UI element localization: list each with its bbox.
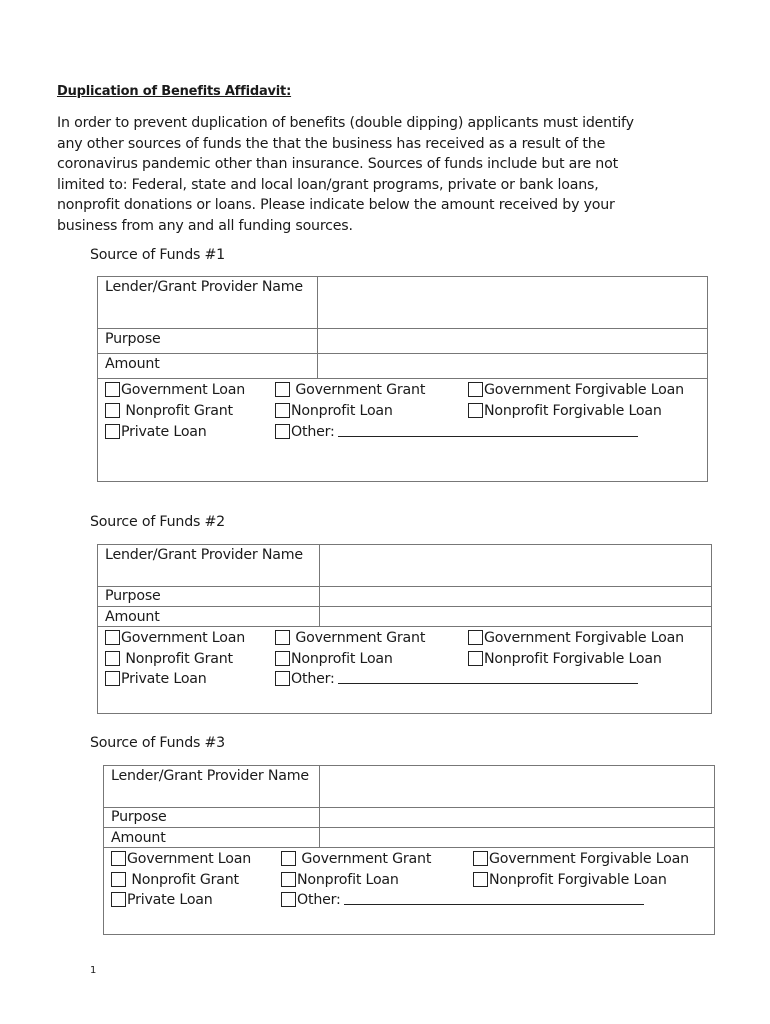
option-nonprofit-forgivable-loan[interactable]: Nonprofit Forgivable Loan: [468, 649, 662, 669]
intro-line: nonprofit donations or loans. Please indicate below the amount received by your: [57, 197, 615, 214]
checkbox[interactable]: [105, 424, 120, 439]
purpose-input[interactable]: [319, 808, 714, 827]
intro-line: In order to prevent duplication of benefits (double dipping) applicants must identify: [57, 115, 634, 131]
source-3-form: [103, 765, 715, 935]
purpose-label: Purpose: [105, 588, 161, 604]
option-nonprofit-grant[interactable]: Nonprofit Grant: [111, 870, 239, 890]
purpose-row: [104, 808, 714, 828]
checkbox[interactable]: [281, 872, 296, 887]
purpose-row: [98, 587, 711, 607]
purpose-row: [98, 329, 707, 354]
purpose-label: Purpose: [111, 809, 167, 825]
checkbox[interactable]: [105, 671, 120, 686]
intro-line: coronavirus pandemic other than insurance. Sources of funds include but are not: [57, 156, 618, 173]
option-nonprofit-loan[interactable]: Nonprofit Loan: [281, 870, 399, 890]
amount-row: [98, 354, 707, 379]
other-input-line[interactable]: [344, 892, 644, 905]
option-private-loan[interactable]: Private Loan: [105, 669, 207, 689]
intro-line: any other sources of funds the that the business has received as a result of the: [57, 135, 606, 152]
option-nonprofit-forgivable-loan[interactable]: Nonprofit Forgivable Loan: [468, 401, 662, 421]
option-government-grant[interactable]: Government Grant: [275, 628, 425, 648]
checkbox[interactable]: [281, 892, 296, 907]
checkbox[interactable]: [468, 630, 483, 645]
checkbox[interactable]: [275, 403, 290, 418]
checkbox[interactable]: [473, 872, 488, 887]
page-number: 1: [90, 965, 97, 976]
checkbox[interactable]: [468, 382, 483, 397]
checkbox[interactable]: [105, 651, 120, 666]
other-input-line[interactable]: [338, 424, 638, 437]
option-government-grant[interactable]: Government Grant: [275, 380, 425, 400]
purpose-label: Purpose: [105, 331, 161, 347]
option-other[interactable]: Other:: [275, 669, 638, 689]
option-nonprofit-grant[interactable]: Nonprofit Grant: [105, 649, 233, 669]
lender-label: Lender/Grant Provider Name: [111, 768, 309, 784]
checkbox[interactable]: [275, 671, 290, 686]
amount-input[interactable]: [319, 828, 714, 847]
source-1-form: [97, 276, 708, 482]
option-private-loan[interactable]: Private Loan: [105, 422, 207, 442]
other-input-line[interactable]: [338, 671, 638, 684]
amount-label: Amount: [111, 830, 166, 846]
checkbox[interactable]: [275, 651, 290, 666]
checkbox[interactable]: [275, 382, 290, 397]
option-government-grant[interactable]: Government Grant: [281, 849, 431, 869]
option-private-loan[interactable]: Private Loan: [111, 890, 213, 910]
checkbox[interactable]: [111, 872, 126, 887]
option-government-forgivable-loan[interactable]: Government Forgivable Loan: [468, 380, 684, 400]
affidavit-heading: Duplication of Benefits Affidavit:: [57, 84, 292, 99]
option-government-loan[interactable]: Government Loan: [105, 380, 245, 400]
checkbox[interactable]: [111, 851, 126, 866]
option-government-loan[interactable]: Government Loan: [105, 628, 245, 648]
amount-label: Amount: [105, 356, 160, 372]
option-other[interactable]: Other:: [275, 422, 638, 442]
source-2-form: [97, 544, 712, 714]
purpose-input[interactable]: [319, 587, 711, 606]
intro-line: business from any and all funding sources.: [57, 217, 353, 234]
option-nonprofit-grant[interactable]: Nonprofit Grant: [105, 401, 233, 421]
source-1-title: Source of Funds #1: [90, 247, 226, 263]
checkbox[interactable]: [111, 892, 126, 907]
source-2-title: Source of Funds #2: [90, 514, 226, 530]
checkbox[interactable]: [473, 851, 488, 866]
amount-input[interactable]: [319, 607, 711, 626]
amount-row: [104, 828, 714, 848]
lender-input[interactable]: [319, 766, 714, 807]
intro-paragraph: [57, 113, 680, 237]
checkbox[interactable]: [275, 630, 290, 645]
checkbox[interactable]: [105, 630, 120, 645]
source-3-title: Source of Funds #3: [90, 735, 226, 751]
lender-input[interactable]: [319, 545, 711, 586]
lender-row: [104, 766, 714, 808]
purpose-input[interactable]: [317, 329, 707, 353]
amount-row: [98, 607, 711, 627]
option-government-forgivable-loan[interactable]: Government Forgivable Loan: [468, 628, 684, 648]
option-other[interactable]: Other:: [281, 890, 644, 910]
intro-line: limited to: Federal, state and local loan/grant programs, private or bank loans,: [57, 176, 599, 193]
lender-row: [98, 277, 707, 329]
lender-row: [98, 545, 711, 587]
lender-label: Lender/Grant Provider Name: [105, 279, 303, 295]
option-government-loan[interactable]: Government Loan: [111, 849, 251, 869]
option-government-forgivable-loan[interactable]: Government Forgivable Loan: [473, 849, 689, 869]
checkbox[interactable]: [468, 651, 483, 666]
lender-input[interactable]: [317, 277, 707, 328]
option-nonprofit-forgivable-loan[interactable]: Nonprofit Forgivable Loan: [473, 870, 667, 890]
option-nonprofit-loan[interactable]: Nonprofit Loan: [275, 649, 393, 669]
checkbox[interactable]: [105, 382, 120, 397]
lender-label: Lender/Grant Provider Name: [105, 547, 303, 563]
option-nonprofit-loan[interactable]: Nonprofit Loan: [275, 401, 393, 421]
checkbox[interactable]: [105, 403, 120, 418]
amount-input[interactable]: [317, 354, 707, 378]
checkbox[interactable]: [275, 424, 290, 439]
amount-label: Amount: [105, 609, 160, 625]
checkbox[interactable]: [281, 851, 296, 866]
checkbox[interactable]: [468, 403, 483, 418]
